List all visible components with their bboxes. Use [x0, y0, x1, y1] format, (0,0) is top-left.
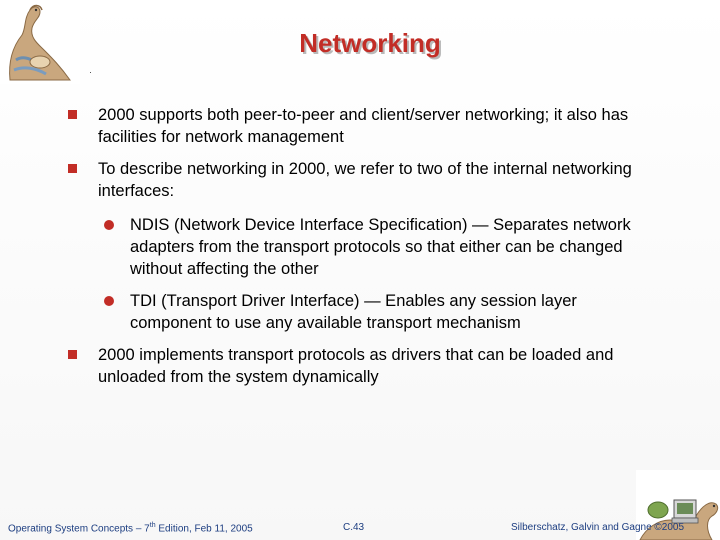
- dinosaur-logo-icon: [0, 0, 80, 84]
- sub-bullet-text: TDI (Transport Driver Interface) — Enables any session layer component to use any available transport mechanism: [130, 292, 577, 332]
- round-bullet-icon: [104, 220, 114, 230]
- square-bullet-icon: [68, 164, 77, 173]
- bullet-text: To describe networking in 2000, we refer to two of the internal networking interfaces:: [98, 160, 632, 200]
- bullet-text: 2000 implements transport protocols as drivers that can be loaded and unloaded from the system dynamically: [98, 346, 614, 386]
- round-bullet-icon: [104, 296, 114, 306]
- bullet-item: [62, 158, 662, 202]
- footer-page-number: C.43: [343, 522, 365, 533]
- bullet-item: [62, 104, 662, 148]
- sub-bullet-text: NDIS (Network Device Interface Specification) — Separates network adapters from the transport protocols so that either can be changed without affecting the other: [130, 216, 631, 278]
- bullet-text: 2000 supports both peer-to-peer and client/server networking; it also has facilities for network management: [98, 106, 629, 146]
- footer-course: [8, 522, 253, 534]
- artifact-dot: [90, 72, 91, 73]
- slide-content: [62, 104, 662, 398]
- square-bullet-icon: [68, 350, 77, 359]
- slide-title: Networking: [299, 28, 441, 58]
- footer-course-suffix: Edition, Feb 11, 2005: [155, 523, 253, 535]
- footer-course-sup: th: [149, 522, 156, 529]
- square-bullet-icon: [68, 110, 77, 119]
- footer-course-prefix: Operating System Concepts – 7: [8, 523, 150, 535]
- bullet-item: [62, 344, 662, 388]
- footer-copyright: Silberschatz, Galvin and Gagne ©2005: [511, 522, 685, 533]
- sub-bullet-item: [62, 214, 662, 280]
- sub-bullet-item: [62, 290, 662, 334]
